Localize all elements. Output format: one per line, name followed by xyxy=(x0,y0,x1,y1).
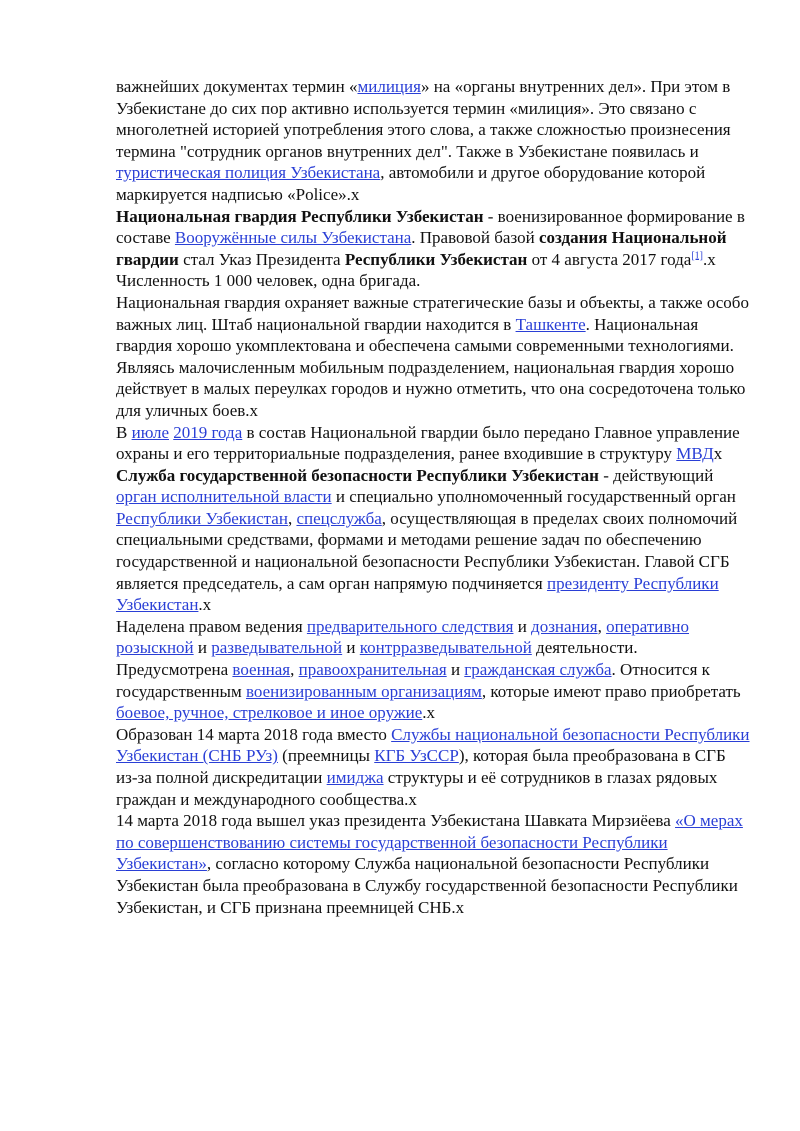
text-run: » на «органы внутренних дел». При этом в Узбекистане до сих пор активно используется термин «милиция». Это связано с многолетней историей употребления этого слова, а также сложностью произнесения термина "сотрудник органов внутренних дел". Также в Узбекистане появилась и xyxy=(116,77,731,161)
bold-text: Национальная гвардия Республики Узбекистан xyxy=(116,206,484,226)
text-run: , xyxy=(290,660,299,680)
link-counterintelligence[interactable]: контрразведывательной xyxy=(359,638,532,658)
link-law-enforcement[interactable]: правоохранительная xyxy=(298,660,447,680)
text-run: структуры и её сотрудников в глазах рядовых граждан и международного сообщества.х xyxy=(116,768,718,809)
text-run: Наделена правом ведения xyxy=(116,616,307,636)
link-republic-uzbekistan[interactable]: Республики Узбекистан xyxy=(116,508,288,528)
text-run: ), которая была преобразована в СГБ из-за полной дискредитации xyxy=(116,746,726,787)
text-run: и xyxy=(193,638,212,658)
text-run: и специально уполномоченный государственный орган xyxy=(331,487,736,507)
text-run: важнейших документах термин « xyxy=(116,77,358,96)
text-run: . Правовой базой xyxy=(411,228,539,248)
bold-text: создания Национальной гвардии xyxy=(116,228,727,269)
text-run: , xyxy=(287,508,297,528)
paragraph xyxy=(116,76,750,206)
text-run: . Относится к государственным xyxy=(116,660,710,701)
paragraph xyxy=(116,465,750,616)
link-snb[interactable]: Службы национальной безопасности Республики Узбекистан (СНБ РУз) xyxy=(116,724,750,766)
text-run: , согласно которому Служба национальной безопасности Республики Узбекистан была преобразована в Службу государственной безопасности Республики Узбекистан, и СГБ признана преемницей СНБ.х xyxy=(116,854,738,917)
link-special-service[interactable]: спецслужба xyxy=(296,508,382,528)
text-run: и xyxy=(446,660,465,680)
paragraph xyxy=(116,616,750,724)
text-run: деятельности. Предусмотрена xyxy=(116,638,638,680)
text-run: от 4 августа 2017 года xyxy=(527,249,692,269)
text-run: (преемницы xyxy=(277,746,375,766)
document-body xyxy=(116,76,750,918)
link-weapons[interactable]: боевое, ручное, стрелковое и иное оружие xyxy=(116,703,423,723)
paragraph xyxy=(116,270,750,292)
text-run: .х xyxy=(198,595,212,615)
paragraph xyxy=(116,422,750,465)
text-run: и xyxy=(513,616,532,636)
footnote-sup xyxy=(691,250,703,261)
link-july[interactable]: июле xyxy=(131,422,169,442)
link-military[interactable]: военная xyxy=(232,660,291,680)
link-operational-search[interactable]: оперативно розыскной xyxy=(116,616,689,658)
link-civil-service[interactable]: гражданская служба xyxy=(464,660,612,680)
link-armed-forces[interactable]: Вооружённые силы Узбекистана xyxy=(174,228,412,248)
text-run: В xyxy=(116,422,132,442)
link-tashkent[interactable]: Ташкенте xyxy=(515,314,586,334)
text-run: , осуществляющая в пределах своих полномочий специальными средствами, формами и методами решение задач по обеспечению государственной и национальной безопасности Республики Узбекистан. Главой СГБ является председатель, а сам орган напрямую подчиняется xyxy=(116,508,738,593)
text-run: стал Указ Президента xyxy=(178,249,345,269)
link-mvd[interactable]: МВД xyxy=(676,444,714,464)
paragraph xyxy=(116,724,750,810)
link-inquiry[interactable]: дознания xyxy=(531,616,598,636)
bold-text: Служба государственной безопасности Республики Узбекистан xyxy=(116,465,599,485)
text-run: , которые имеют право приобретать xyxy=(481,681,741,701)
link-president[interactable]: президенту Республики Узбекистан xyxy=(116,573,719,615)
link-paramilitary[interactable]: военизированным организациям xyxy=(246,681,482,701)
paragraph xyxy=(116,292,750,422)
link-kgb[interactable]: КГБ УзССР xyxy=(374,746,459,766)
text-run: .х xyxy=(702,249,716,269)
text-run: - действующий xyxy=(598,465,714,485)
link-preliminary-investigation[interactable]: предварительного следствия xyxy=(306,616,514,636)
link-militsiya[interactable]: милиция xyxy=(357,77,421,96)
link-intelligence[interactable]: разведывательной xyxy=(211,638,343,658)
paragraph xyxy=(116,810,750,918)
link-2019[interactable]: 2019 года xyxy=(173,422,243,442)
link-image[interactable]: имиджа xyxy=(326,768,384,787)
footnote-1-link[interactable]: [1] xyxy=(691,250,703,262)
text-run: Численность 1 000 человек, одна бригада. xyxy=(116,271,421,291)
text-run: Образован 14 марта 2018 года вместо xyxy=(116,724,392,744)
text-run: - военизированное формирование в составе xyxy=(116,206,745,248)
text-run: 14 марта 2018 года вышел указ президента Узбекистана Шавката Мирзиёева xyxy=(116,811,676,831)
text-run: Национальная гвардия охраняет важные стратегические базы и объекты, а также особо важных лиц. Штаб национальной гвардии находится в xyxy=(116,292,749,334)
text-run: в состав Национальной гвардии было передано Главное управление охраны и его территориальные подразделения, ранее входившие в структуру xyxy=(116,422,740,464)
link-executive-body[interactable]: орган исполнительной власти xyxy=(116,487,332,507)
bold-text: Республики Узбекистан xyxy=(344,249,528,269)
paragraph xyxy=(116,206,750,271)
text-run: . Национальная гвардия хорошо укомплектована и обеспечена самыми современными технологиями. Являясь малочисленным мобильным подразделением, национальная гвардия хорошо действует в малых переулках городов и нужно отметить, что она сосредоточена только для уличных боев.х xyxy=(116,314,746,420)
text-run: и xyxy=(342,638,360,658)
text-run: х xyxy=(713,444,723,464)
text-run: .х xyxy=(422,703,435,723)
text-run: , автомобили и другое оборудование которой маркируется надписью «Police».х xyxy=(116,163,706,204)
text-run: , xyxy=(597,616,607,636)
link-tourist-police[interactable]: туристическая полиция Узбекистана xyxy=(116,163,381,183)
link-decree[interactable]: «О мерах по совершенствованию системы государственной безопасности Республики Узбекистан» xyxy=(116,811,743,874)
